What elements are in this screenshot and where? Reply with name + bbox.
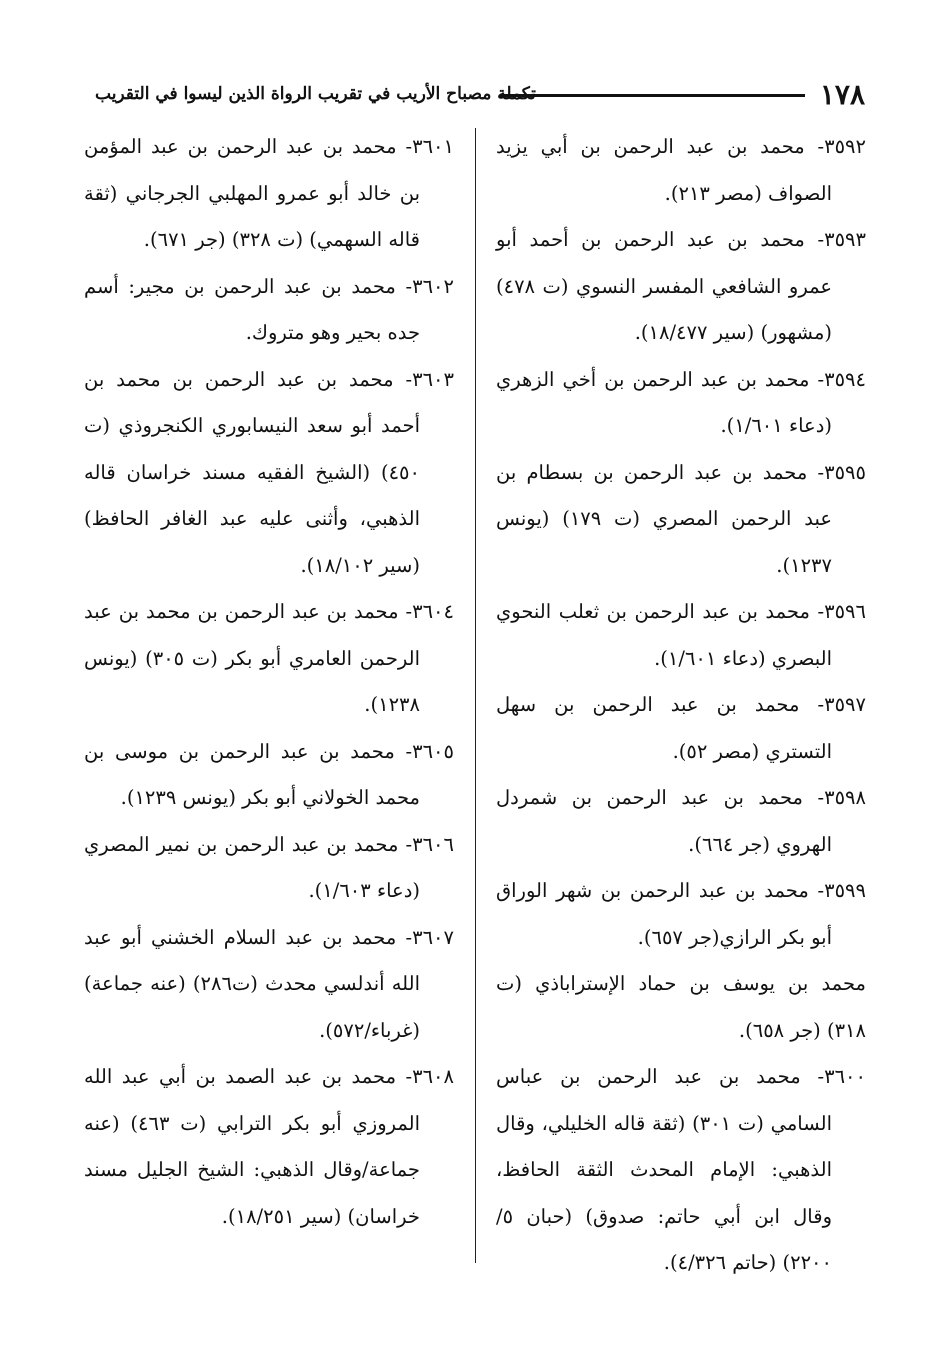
- entry: ٣٥٩٨- محمد بن عبد الرحمن بن شمردل الهروي (جر ٦٦٤).: [496, 786, 866, 856]
- entry: ٣٥٩٦- محمد بن عبد الرحمن بن ثعلب النحوي البصري (دعاء ١/٦٠١).: [496, 600, 866, 670]
- entry: ٣٦٠١- محمد بن عبد الرحمن بن عبد المؤمن بن خالد أبو عمرو المهلبي الجرجاني (ثقة قاله السهمي) (ت ٣٢٨) (جر ٦٧١).: [84, 135, 454, 251]
- entry: ٣٥٩٣- محمد بن عبد الرحمن بن أحمد أبو عمرو الشافعي المفسر النسوي (ت ٤٧٨) (مشهور) (سير ١٨/٤٧٧).: [496, 228, 866, 344]
- entry: ٣٦٠٧- محمد بن عبد السلام الخشني أبو عبد الله أندلسي محدث (ت٢٨٦) (عنه جماعة) (غرباء/٥٧٢).: [84, 925, 454, 1042]
- entry: ٣٦٠٠- محمد بن عبد الرحمن بن عباس السامي (ت ٣٠١) (ثقة قاله الخليلي، وقال الذهبي: الإمام المحدث الثقة الحافظ، وقال ابن أبي حاتم: صدوق) (حبان ٥/ ٢٢٠٠) (حاتم ٤/٣٢٦).: [496, 1065, 866, 1274]
- entry: ٣٥٩٧- محمد بن عبد الرحمن بن سهل التستري (مصر ٥٢).: [496, 693, 866, 763]
- page-header: [95, 78, 865, 118]
- header-rule: [500, 94, 805, 97]
- entry: محمد بن يوسف بن حماد الإستراباذي (ت ٣١٨) (جر ٦٥٨).: [496, 972, 866, 1042]
- entry: ٣٦٠٦- محمد بن عبد الرحمن بن نمير المصري (دعاء ١/٦٠٣).: [84, 832, 454, 902]
- running-title: تكملة مصباح الأريب في تقريب الرواة الذين ليسوا في التقريب: [95, 84, 536, 104]
- entry: ٣٦٠٨- محمد بن عبد الصمد بن أبي عبد الله المروزي أبو بكر الترابي (ت ٤٦٣) (عنه جماعة/وقال الذهبي: الشيخ الجليل مسند خراسان) (سير ١٨/٢٥١).: [84, 1065, 454, 1228]
- column-divider: [475, 128, 476, 1263]
- entry: ٣٥٩٩- محمد بن عبد الرحمن بن شهر الوراق أبو بكر الرازي(جر ٦٥٧).: [496, 879, 866, 949]
- page-number: ١٧٨: [819, 78, 865, 111]
- entry: ٣٦٠٥- محمد بن عبد الرحمن بن موسى بن محمد الخولاني أبو بكر (يونس ١٢٣٩).: [84, 739, 454, 809]
- entry: ٣٥٩٥- محمد بن عبد الرحمن بن بسطام بن عبد الرحمن المصري (ت ١٧٩) (يونس ١٢٣٧).: [496, 460, 866, 577]
- entry: ٣٥٩٤- محمد بن عبد الرحمن بن أخي الزهري (دعاء ١/٦٠١).: [496, 367, 866, 437]
- entry: ٣٦٠٤- محمد بن عبد الرحمن بن محمد بن عبد الرحمن العامري أبو بكر (ت ٣٠٥) (يونس ١٢٣٨).: [84, 600, 454, 716]
- left-column: [84, 124, 454, 1240]
- entry: ٣٦٠٣- محمد بن عبد الرحمن بن محمد بن أحمد أبو سعد النيسابوري الكنجروذي (ت ٤٥٠) (الشيخ الفقيه مسند خراسان قاله الذهبي، وأثنى عليه عبد الغافر الحافظ) (سير ١٨/١٠٢).: [84, 367, 454, 577]
- entry: ٣٦٠٢- محمد بن عبد الرحمن بن مجير: أسم جده بحير وهو متروك.: [84, 274, 454, 344]
- right-column: [496, 124, 866, 1287]
- entry: ٣٥٩٢- محمد بن عبد الرحمن بن أبي يزيد الصواف (مصر ٢١٣).: [496, 135, 866, 205]
